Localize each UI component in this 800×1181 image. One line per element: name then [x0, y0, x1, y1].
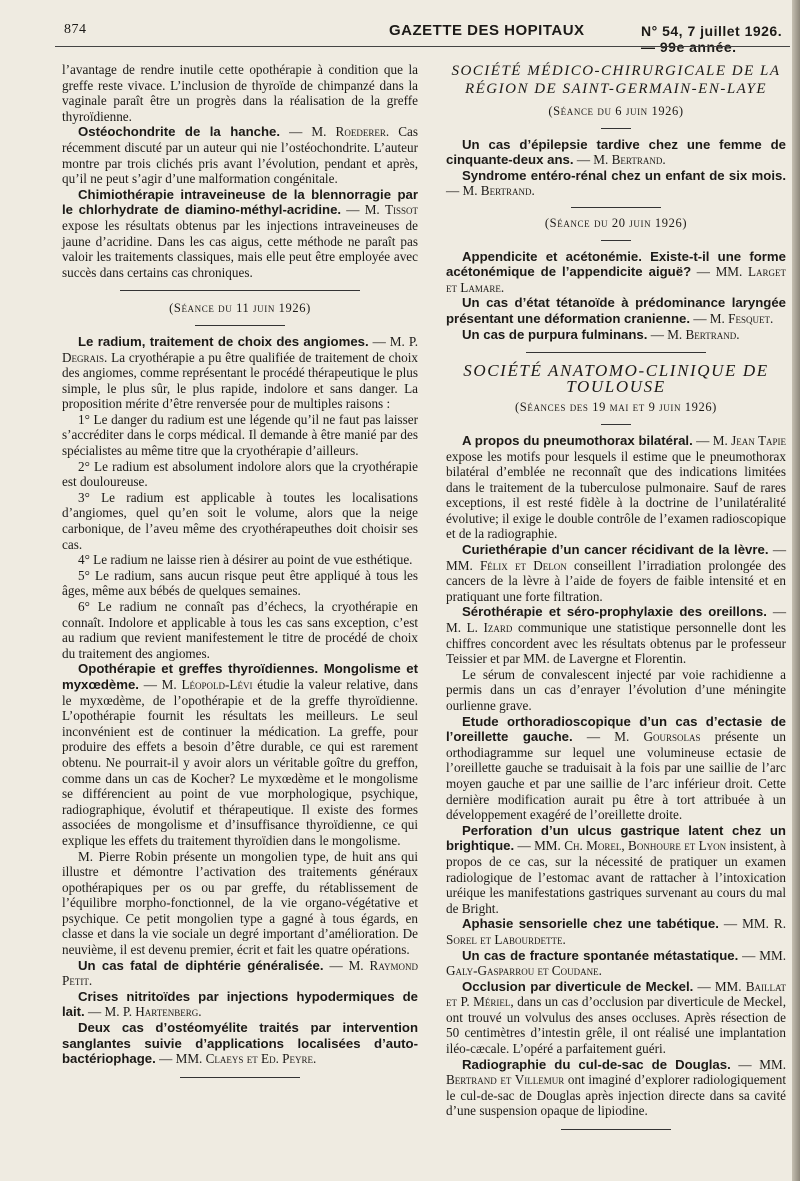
article-entry: Appendicite et acétonémie. Existe-t-il une forme acétonémique de l’appendicite aiguë? — MM. Larget et Lamare.	[446, 248, 786, 295]
article-text: ont imaginé d’explorer radiologiquement le cul-de-sac de Douglas après injection directe dans sa cavité d’une suspension opaque de lipiodine.	[446, 1072, 786, 1119]
author-name: MM. Ch. Morel, Bonhoure et Lyon	[534, 838, 727, 854]
article-entry: Sérothérapie et séro-prophylaxie des oreillons. — M. L. Izard communique une statistique personnelle dont les chiffres concordent avec les résultats obtenus par le professeur Teissier et par MM. de Lavergne et Florentin.	[446, 604, 786, 667]
article-entry: Chimiothérapie intraveineuse de la blennorragie par le chlorhydrate de diamino-méthyl-acridine. — M. Tissot expose les résultats obtenus par les injections intraveineuses de jaune d’acridine. Dans les cas aigus, cette méthode ne paraît pas valoir les traitements classiques, mais elle peut être employée avec succès dans certains cas chroniques.	[62, 186, 418, 280]
article-entry: Etude orthoradioscopique d’un cas d’ectasie de l’oreillette gauche. — M. Goursolas présente un orthodiagramme sur lequel une volumineuse ectasie de l’oreillette gauche se traduisait à la fois par une saillie de l’arc moyen gauche et par une saillie de l’arc inférieur droit. Cette dernière modification aurait pu être à tort attribuée à un développement exagéré de l’oreillette droite.	[446, 713, 786, 823]
article-title: Ostéochondrite de la hanche.	[78, 124, 281, 140]
author-name: MM. Félix et Delon	[446, 557, 567, 573]
article-title: Deux cas d’ostéomyélite traités par intervention sanglantes suivie d’applications localisées d’auto-bactériophage.	[62, 1020, 418, 1067]
seance-date: (Séances des 19 mai et 9 juin 1926)	[515, 400, 717, 415]
seance-date: (Séance du 11 juin 1926)	[169, 301, 311, 316]
article-entry: Perforation d’un ulcus gastrique latent chez un brightique. — MM. Ch. Morel, Bonhoure et Lyon insistent, à propos de ce cas, sur la nécessité de pratiquer un examen radiologique de l’estomac avant de rattacher à l’intoxication uréique les manifestations gastriques survenant au cours du mal de Bright.	[446, 822, 786, 916]
author-name: M. Bertrand.	[667, 326, 740, 342]
article-title: A propos du pneumothorax bilatéral.	[462, 432, 693, 448]
author-name: MM. R. Sorel et Labourdette.	[446, 916, 787, 947]
list-item: 6° Le radium ne connaît pas d’échecs, la cryothérapie en connaît. Indolore et applicable à tous les cas sans exception, c’est au radium que revient manifestement le titre de procédé de choix du traitement des angiomes.	[62, 599, 418, 661]
author-name: M. Goursolas	[614, 729, 701, 745]
article-entry: Un cas d’épilepsie tardive chez une femme de cinquante-deux ans. — M. Bertrand.	[446, 136, 786, 168]
society-heading: SOCIÉTÉ MÉDICO-CHIRURGICALE DE LA RÉGION DE SAINT-GERMAIN-EN-LAYE	[451, 63, 781, 97]
article-text: Cas récemment discuté par un auteur qui nie l’ostéochondrite. L’auteur montre par trois clichés pris avant l’évolution, pendant et après, qu’il ne peut s’agir d’une malformation congénitale.	[62, 124, 418, 187]
article-title: Crises nitritoïdes par injections hypodermiques de lait.	[62, 988, 418, 1020]
header-rule	[55, 46, 790, 47]
author-name: P. Degrais.	[62, 333, 418, 365]
article-title: Radiographie du cul-de-sac de Douglas.	[462, 1056, 731, 1072]
society-heading: SOCIÉTÉ ANATOMO-CLINIQUE DE TOULOUSE	[463, 361, 769, 396]
paragraph: l’avantage de rendre inutile cette opothérapie à condition que la greffe reste vivace. L’inclusion de thyroïde de chimpanzé dans la vaginale paraît être un progrès dans la réalisation de la greffe thyroïdienne.	[62, 62, 418, 124]
author-name: M. Bertrand.	[462, 183, 535, 199]
article-title: Opothérapie et greffes thyroïdiennes. Mongolisme et myxœdème.	[62, 661, 418, 692]
section-rule	[120, 290, 360, 291]
article-title: Etude orthoradioscopique d’un cas d’ectasie de l’oreillette gauche.	[446, 713, 786, 745]
article-entry: Un cas de purpura fulminans. — M. Bertrand.	[462, 326, 740, 342]
seance-date: (Séance du 6 juin 1926)	[548, 104, 684, 118]
page-header	[44, 20, 792, 55]
author-name: MM. Bertrand et Villemur	[446, 1056, 787, 1088]
list-item: 2° Le radium est absolument indolore alors que la cryothérapie est douloureuse.	[62, 458, 418, 490]
author-name: Tissot	[384, 202, 418, 218]
paragraph: M. Pierre Robin présente un mongolien type, de huit ans qui illustre et démontre l’activation des traitements généraux opothérapiques per os ou par greffe, du rétablissement de l’équilibre morpho-fonctionnel, de la vie organo-végétative et psychique. Ce petit mongolien type a gagné à tous égards, en classe et dans la vie sociale un degré important d’amélioration. De neuvième, il est devenu premier, écrit et fait les quatre opérations.	[62, 848, 418, 958]
left-column	[62, 62, 418, 1088]
article-text: dans un cas d’occlusion par diverticule de Meckel, ont trouvé un volvulus des anses occluses. Après résection de 50 centimètres d’intestin grêle, il ont réalisé une implantation iléo-cæcale. L’opéré a parfaitement guéri.	[446, 994, 786, 1057]
end-ornament-rule	[561, 1129, 671, 1130]
page-number: 874	[64, 22, 87, 37]
article-entry: Radiographie du cul-de-sac de Douglas. — MM. Bertrand et Villemur ont imaginé d’explorer radiologiquement le cul-de-sac de Douglas après injection directe dans sa cavité d’une suspension opaque de lipiodine.	[446, 1056, 787, 1119]
article-title: Occlusion par diverticule de Meckel.	[462, 978, 694, 994]
article-text: conseillent l’irradiation prolongée des cancers de la lèvre à l’aide de foyers de faible intensité et en pratiquant une forte filtration.	[446, 557, 787, 604]
author-name: MM. Baillat et P. Mériel,	[446, 978, 786, 1010]
article-text: expose les motifs pour lesquels il estime que le pneumothorax bilatéral d’emblée ne reconnaît que des indications limitées dans le traitement de la tuberculose pulmonaire. Sauf de rares exceptions, il est resté fidèle à la doctrine de l’unilatéralité évolutive; il exige le double contrôle de l’examen radioscopique et de la radiographie.	[446, 448, 786, 542]
section-rule	[571, 207, 661, 208]
article-entry: Curiethérapie d’un cancer récidivant de la lèvre. — MM. Félix et Delon conseillent l’irradiation prolongée des cancers de la lèvre à l’aide de foyers de faible intensité et en pratiquant une forte filtration.	[446, 542, 787, 604]
section-rule	[526, 352, 706, 353]
article-title: Un cas de fracture spontanée métastatique.	[462, 947, 739, 963]
seance-date: (Séance du 20 juin 1926)	[544, 215, 688, 230]
author-name: Léopold-Lévi	[181, 676, 253, 692]
article-entry: Un cas fatal de diphtérie généralisée. — M. Raymond Petit.	[62, 957, 419, 989]
article-text: La cryothérapie a pu être qualifiée de traitement de choix des angiomes, comme représentant le procédé thérapeutique le plus simple, le plus sûr, le plus rapide, indolore et sans danger. La proposition mérite d’être renversée pour de multiples raisons :	[62, 349, 418, 412]
section-rule	[601, 424, 631, 425]
article-entry: Occlusion par diverticule de Meckel. — MM. Baillat et P. Mériel, dans un cas d’occlusion par diverticule de Meckel, ont trouvé un volvulus des anses occluses. Après résection de 50 centimètres d’intestin grêle, il ont réalisé une implantation iléo-cæcale. L’opéré a parfaitement guéri.	[446, 978, 786, 1057]
article-title: Chimiothérapie intraveineuse de la blennorragie par le chlorhydrate de diamino-méthyl-acridine.	[62, 186, 418, 218]
article-entry: Opothérapie et greffes thyroïdiennes. Mongolisme et myxœdème. — M. Léopold-Lévi étudie la valeur relative, dans le myxœdème, de l’opothérapie et de la greffe thyroïdienne. L’opothérapie fournit les résultats les meilleurs. Le seul inconvénient est de continuer la médication. La greffe, pour produire des effets a besoin d’être durable, ce qui est rarement obtenu. Ne pourrait-il y avoir alors un véritable goître du greffon, comme dans un cas de Kocher? Le myxœdème et le mongolisme se différencient au point de vue morphologique, psychique, radiographique, évolutif et thérapeutique. Il existe des formes associées de mongolisme et d’insuffisance thyroïdienne, ce qui explique les effets du traitement thyroïdien dans le mongolisme.	[62, 661, 418, 848]
article-entry: Crises nitritoïdes par injections hypodermiques de lait. — M. P. Hartenberg.	[62, 988, 418, 1020]
list-item: 4° Le radium ne laisse rien à désirer au point de vue esthétique.	[78, 552, 413, 568]
article-title: Un cas de purpura fulminans.	[462, 326, 648, 342]
article-text: communique une statistique personnelle dont les chiffres concordent avec les résultats obtenus par le professeur Teissier et par MM. de Lavergne et Florentin.	[446, 620, 786, 667]
article-text: étudie la valeur relative, dans le myxœdème, de l’opothérapie et de la greffe thyroïdienne. L’opothérapie fournit les résultats les meilleurs. Le seul inconvénient est de continuer la médication. La greffe, pour produire des effets a besoin d’être durable, ce qui est rarement obtenu. Ne pourrait-il y avoir alors un véritable goître du greffon, comme dans un cas de Kocher? Le myxœdème et le mongolisme se différencient au point de vue morphologique, psychique, radiographique, évolutif et thérapeutique. Il existe des formes associées de mongolisme et d’insuffisance thyroïdienne, ce qui explique les effets du traitement thyroïdien dans le mongolisme.	[62, 676, 418, 848]
article-entry: Un cas d’état tétanoïde à prédominance laryngée présentant une déformation cranienne. — M. Fesquet.	[446, 295, 786, 326]
article-entry: Deux cas d’ostéomyélite traités par intervention sanglantes suivie d’applications localisées d’auto-bactériophage. — MM. Claeys et Ed. Peyre.	[62, 1020, 418, 1067]
journal-title: GAZETTE DES HOPITAUX	[389, 22, 585, 39]
list-item: 5° Le radium, sans aucun risque peut être appliqué à tous les âges, même aux bébés de quelques semaines.	[62, 567, 418, 599]
article-text: présente un orthodiagramme sur lequel une volumineuse ectasie de l’oreillette gauche se traduisait à la fois par une saillie de l’arc moyen gauche et par une saillie de l’arc inférieur droit. Cette dernière modification aurait pu être à tort attribuée à un développement exagéré de l’oreillette droite.	[446, 729, 786, 823]
article-text: insistent, à propos de ce cas, sur la nécessité de pratiquer un examen radiologique de l’estomac avant de rattacher à l’intoxication uréique les manifestations gastriques survenant au cours du mal de Bright.	[446, 838, 786, 916]
author-name: MM. Galy-Gasparrou et Coudane.	[446, 947, 787, 979]
right-column	[446, 62, 786, 1140]
article-title: Un cas d’épilepsie tardive chez une femme de cinquante-deux ans.	[446, 136, 786, 168]
article-title: Le radium, traitement de choix des angiomes.	[78, 333, 369, 349]
author-name: M. Jean Tapie	[712, 432, 787, 448]
author-name: M. P. Hartenberg.	[104, 1004, 202, 1020]
author-name: Roederer.	[335, 124, 390, 140]
article-title: Curiethérapie d’un cancer récidivant de la lèvre.	[462, 542, 769, 558]
article-text: expose les résultats obtenus par les injections intraveineuses de jaune d’acridine. Dans les cas aigus, cette méthode ne paraît pas valoir les traitements classiques, mais elle peut être employée avec succès dans certains cas chroniques.	[62, 217, 418, 280]
article-entry: Le radium, traitement de choix des angiomes. — M. P. Degrais. La cryothérapie a pu être qualifiée de traitement de choix des angiomes, comme représentant le procédé thérapeutique le plus simple, le plus sûr, le plus rapide, indolore et sans danger. La proposition mérite d’être renversée pour de multiples raisons :	[62, 333, 418, 412]
article-title: Syndrome entéro-rénal chez un enfant de six mois.	[462, 167, 786, 183]
page-spine-shadow	[792, 0, 800, 1181]
article-entry: Un cas de fracture spontanée métastatique. — MM. Galy-Gasparrou et Coudane.	[446, 947, 787, 979]
issue-info: N° 54, 7 juillet 1926. — 99e année.	[641, 23, 783, 55]
paragraph: Le sérum de convalescent injecté par voie rachidienne a permis dans un cas d’enrayer l’évolution d’une méningite ourlienne grave.	[446, 666, 786, 713]
section-rule	[195, 325, 285, 326]
list-item: 1° Le danger du radium est une légende qu’il ne faut pas laisser s’accréditer dans le corps médical. Il demande à être manié par des spécialistes au même titre que la cryothérapie d’ailleurs.	[62, 411, 418, 459]
article-entry: A propos du pneumothorax bilatéral. — M. Jean Tapie expose les motifs pour lesquels il estime que le pneumothorax bilatéral d’emblée ne reconnaît que des indications limitées dans le traitement de la tuberculose pulmonaire. Sauf de rares exceptions, il est resté fidèle à la doctrine de l’unilatéralité évolutive; il exige le double contrôle de l’examen radioscopique et de la radiographie.	[446, 432, 787, 542]
article-title: Aphasie sensorielle chez une tabétique.	[462, 916, 719, 932]
author-name: M. L. Izard	[446, 620, 513, 636]
author-name: M. Fesquet.	[709, 310, 774, 326]
article-entry: Aphasie sensorielle chez une tabétique. — MM. R. Sorel et Labourdette.	[446, 916, 787, 947]
author-name: MM. Larget et Lamare.	[446, 264, 786, 295]
author-name: M. Bertrand.	[593, 152, 666, 168]
article-title: Perforation d’un ulcus gastrique latent chez un brightique.	[446, 822, 786, 854]
article-title: Un cas fatal de diphtérie généralisée.	[78, 957, 324, 973]
end-rule	[180, 1077, 300, 1078]
list-item: 3° Le radium est applicable à toutes les localisations d’angiomes, quel qu’en soit le volume, alors que la neige carbonique, de l’aveu même des cryothérapeuthes doit choisir ses cas.	[62, 489, 418, 552]
author-name: MM. Claeys et Ed. Peyre.	[175, 1051, 317, 1067]
article-entry: Ostéochondrite de la hanche. — M. Roederer. Cas récemment discuté par un auteur qui nie l’ostéochondrite. L’auteur montre par trois clichés pris avant l’évolution, pendant et après, qu’il ne peut s’agir d’une malformation congénitale.	[62, 124, 418, 187]
article-title: Sérothérapie et séro-prophylaxie des oreillons.	[462, 604, 767, 620]
author-name: M. Raymond Petit.	[62, 957, 419, 989]
section-rule	[601, 240, 631, 241]
article-title: Un cas d’état tétanoïde à prédominance laryngée présentant une déformation cranienne.	[446, 295, 786, 326]
article-entry: Syndrome entéro-rénal chez un enfant de six mois. — M. Bertrand.	[446, 167, 786, 199]
section-rule	[601, 128, 631, 129]
article-title: Appendicite et acétonémie. Existe-t-il une forme acétonémique de l’appendicite aiguë?	[446, 248, 786, 280]
